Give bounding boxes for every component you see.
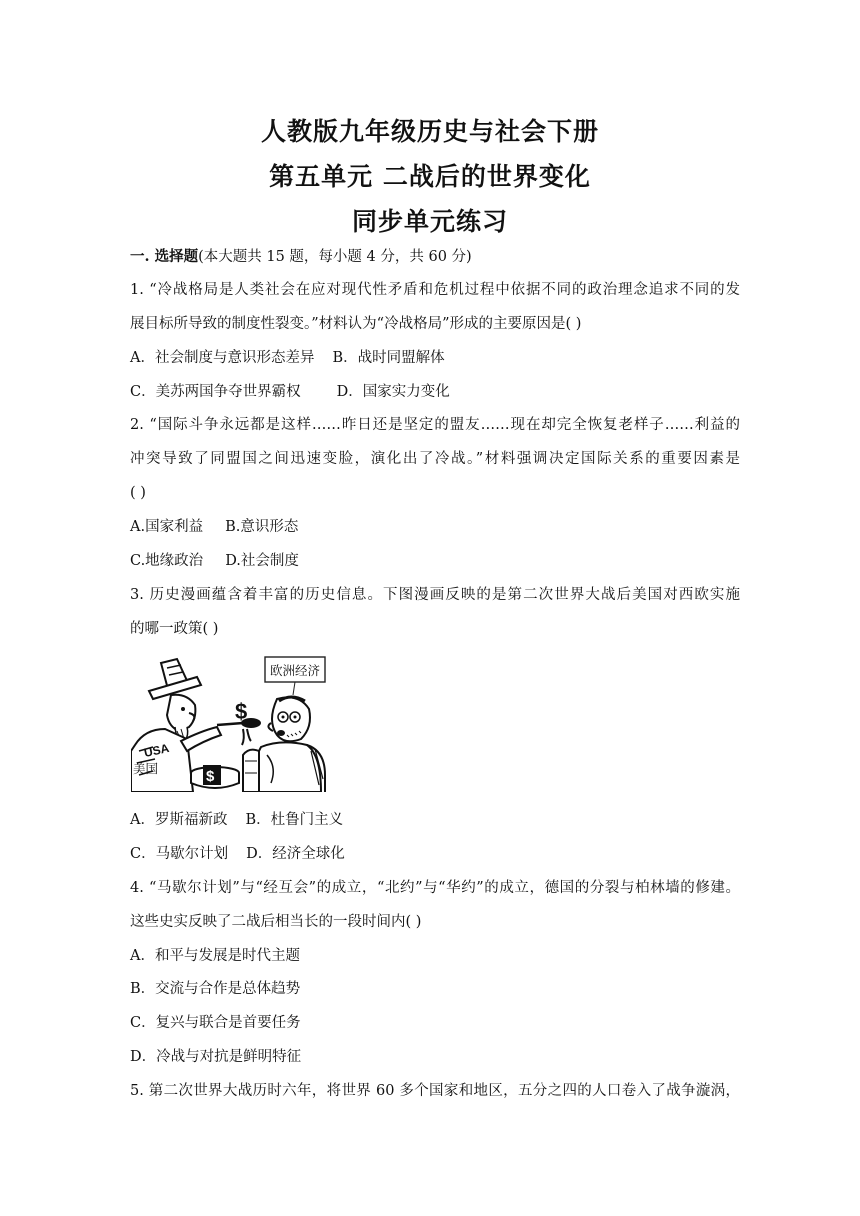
cartoon-box-label: 欧洲经济: [269, 663, 321, 678]
q1-option-d: D．国家实力变化: [336, 384, 450, 400]
cartoon-hat-text: USA: [142, 740, 171, 760]
q1-option-a: A．社会制度与意识形态差异: [130, 350, 315, 366]
q3-options-row1: [130, 810, 740, 830]
cartoon-pot-dollar: $: [206, 768, 215, 785]
q2-stem-line1: 2. “国际斗争永远都是这样……昨日还是坚定的盟友……现在却完全恢复老样子……利益的: [130, 417, 740, 433]
document-title-line1: 人教版九年级历史与社会下册: [260, 117, 599, 146]
document-title-line2: 第五单元 二战后的世界变化: [269, 162, 591, 191]
q3-option-d: D．经济全球化: [246, 846, 345, 862]
q4-option-c: C．复兴与联合是首要任务: [130, 1015, 301, 1031]
q2-option-b: B.意识形态: [225, 519, 299, 535]
q1-stem-line1: 1. “冷战格局是人类社会在应对现代性矛盾和危机过程中依据不同的政治理念追求不同的发: [130, 282, 740, 298]
q2-stem-line2: 冲突导致了同盟国之间迅速变脸，演化出了冷战。”材料强调决定国际关系的重要因素是: [130, 451, 740, 467]
cartoon-dollar-sign: $: [235, 699, 248, 724]
q2-stem-line3: ( ): [130, 485, 146, 501]
q3-option-b: B．杜鲁门主义: [245, 812, 344, 828]
q4-stem-line2: 这些史实反映了二战后相当长的一段时间内( ): [130, 914, 422, 930]
q1-option-b: B．战时同盟解体: [332, 350, 445, 366]
q4-option-b: B．交流与合作是总体趋势: [130, 981, 301, 997]
q3-option-a: A．罗斯福新政: [130, 812, 228, 828]
q3-options-row2: [130, 844, 740, 864]
section-heading-note: (本大题共 15 题，每小题 4 分，共 60 分): [198, 249, 472, 265]
document-title-line3: 同步单元练习: [351, 207, 508, 236]
q2-option-d: D.社会制度: [225, 553, 299, 569]
q4-option-d: D．冷战与对抗是鲜明特征: [130, 1049, 302, 1065]
q1-option-c: C．美苏两国争夺世界霸权: [130, 384, 301, 400]
q1-options-row1: [130, 348, 740, 368]
q4-option-a: A．和平与发展是时代主题: [130, 948, 300, 964]
q2-option-a: A.国家利益: [130, 519, 204, 535]
q1-options-row2: [130, 382, 740, 402]
q2-options-row1: [130, 517, 740, 537]
q1-stem-line2: 展目标所导致的制度性裂变。”材料认为“冷战格局”形成的主要原因是( ): [130, 316, 582, 332]
cartoon-usa-label: 美国: [133, 761, 159, 776]
section-heading-label: 一. 选择题: [130, 248, 199, 265]
q5-stem-line1: 5. 第二次世界大战历时六年，将世界 60 多个国家和地区，五分之四的人口卷入了战争漩涡，: [130, 1083, 740, 1099]
marshall-plan-cartoon: [131, 655, 326, 792]
section-heading: [130, 247, 740, 267]
q2-option-c: C.地缘政治: [130, 553, 204, 569]
q2-options-row2: [130, 551, 740, 571]
q3-option-c: C．马歇尔计划: [130, 846, 229, 862]
q3-stem-line1: 3. 历史漫画蕴含着丰富的历史信息。下图漫画反映的是第二次世界大战后美国对西欧实施: [130, 587, 740, 603]
q4-stem-line1: 4. “马歇尔计划”与“经互会”的成立，“北约”与“华约”的成立，德国的分裂与柏林墙的修建。: [130, 880, 740, 896]
q3-stem-line2: 的哪一政策( ): [130, 621, 219, 637]
